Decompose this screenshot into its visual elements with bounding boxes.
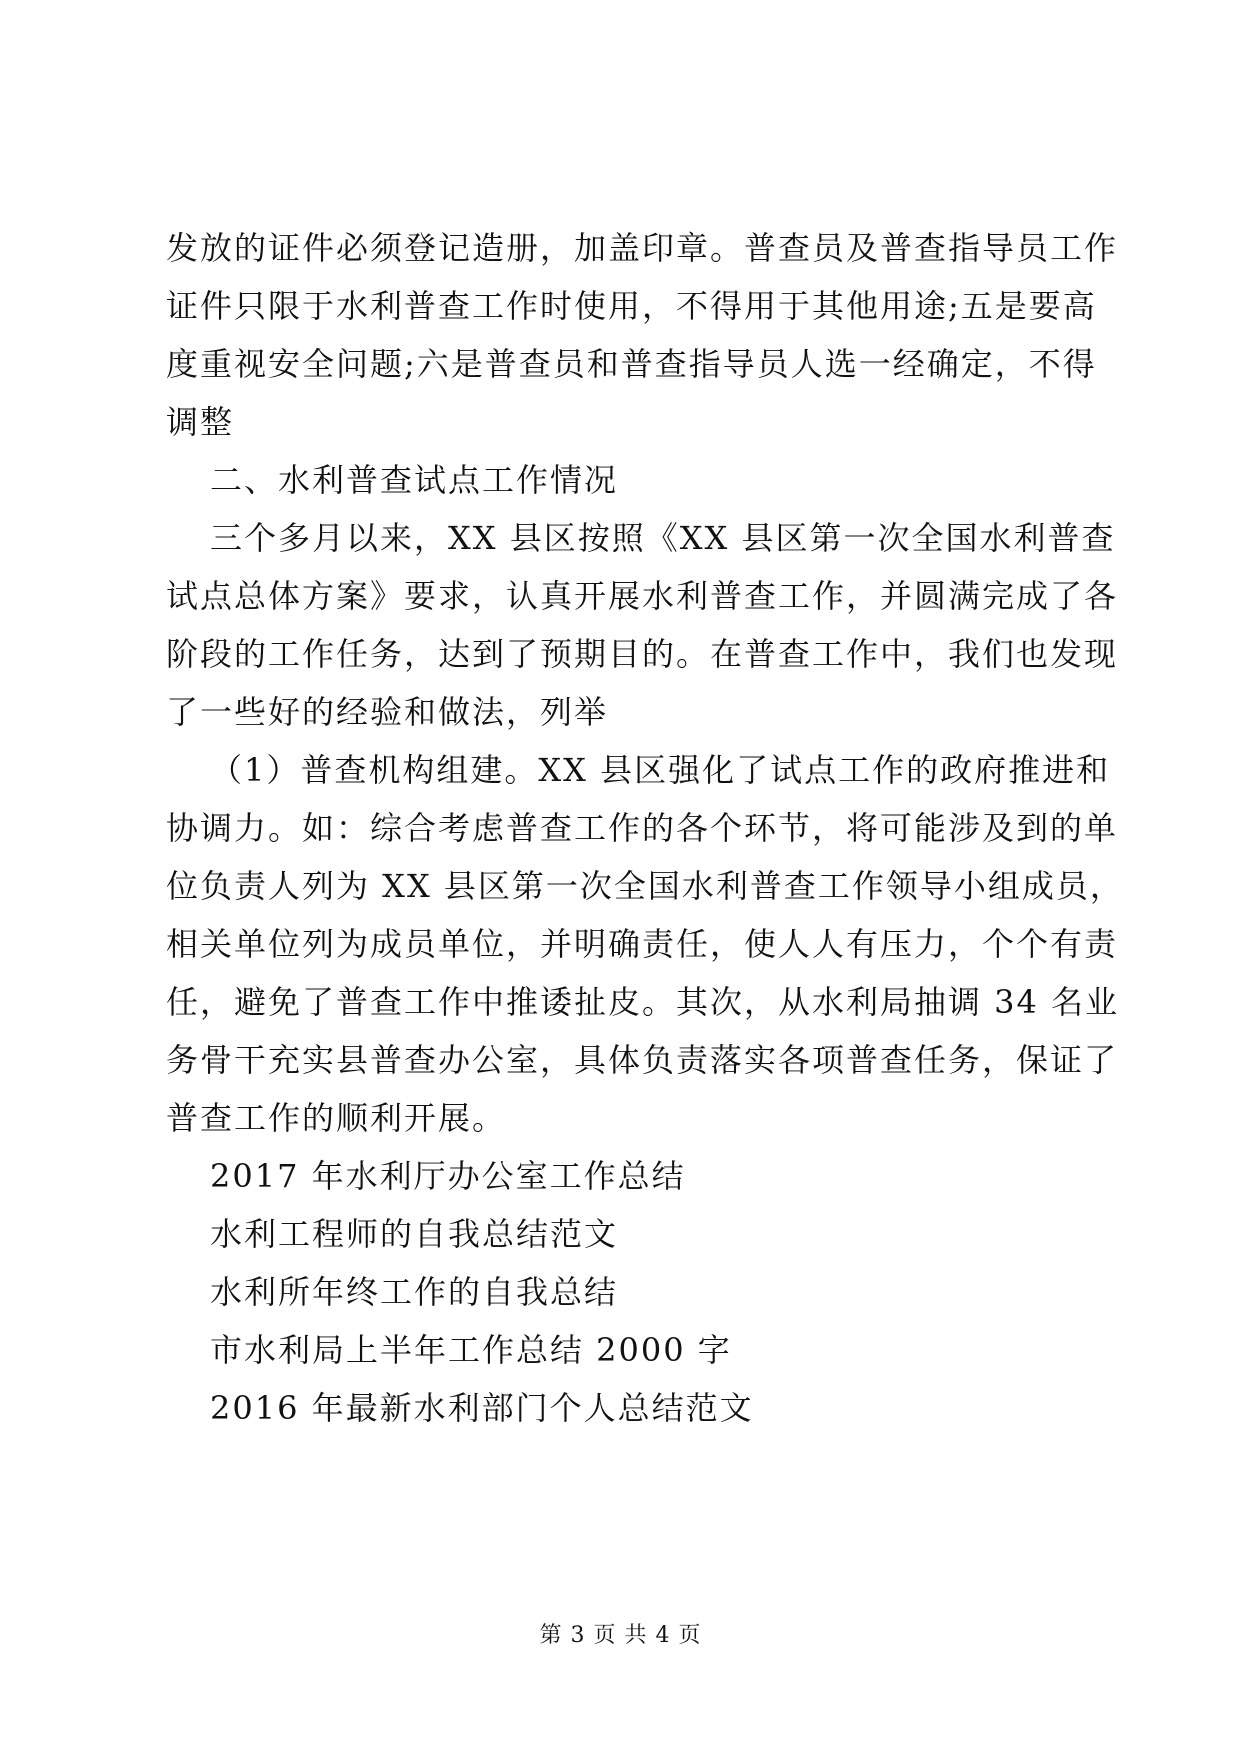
paragraph-1-line-3: 度重视安全问题;六是普查员和普查指导员人选一经确定，不得 bbox=[166, 345, 1097, 383]
paragraph-3-line-6: 务骨干充实县普查办公室，具体负责落实各项普查任务，保证了 bbox=[166, 1041, 1119, 1079]
paragraph-3-line-2: 协调力。如：综合考虑普查工作的各个环节，将可能涉及到的单 bbox=[166, 809, 1119, 847]
related-title-4: 市水利局上半年工作总结 2000 字 bbox=[210, 1331, 732, 1369]
paragraph-3-line-3: 位负责人列为 XX 县区第一次全国水利普查工作领导小组成员， bbox=[166, 867, 1124, 905]
related-title-1: 2017 年水利厅办公室工作总结 bbox=[210, 1157, 686, 1195]
paragraph-2-line-4: 了一些好的经验和做法，列举 bbox=[166, 693, 609, 731]
paragraph-3-line-1: （1）普查机构组建。XX 县区强化了试点工作的政府推进和 bbox=[210, 751, 1111, 789]
paragraph-2-line-1: 三个多月以来，XX 县区按照《XX 县区第一次全国水利普查 bbox=[210, 519, 1116, 557]
paragraph-3-line-5: 任，避免了普查工作中推诿扯皮。其次，从水利局抽调 34 名业 bbox=[166, 983, 1120, 1021]
paragraph-1-line-4: 调整 bbox=[166, 403, 235, 441]
related-title-5: 2016 年最新水利部门个人总结范文 bbox=[210, 1389, 754, 1427]
paragraph-1-line-2: 证件只限于水利普查工作时使用，不得用于其他用途;五是要高 bbox=[166, 287, 1097, 325]
paragraph-2-line-2: 试点总体方案》要求，认真开展水利普查工作，并圆满完成了各 bbox=[166, 577, 1119, 615]
paragraph-2-line-3: 阶段的工作任务，达到了预期目的。在普查工作中，我们也发现 bbox=[166, 635, 1119, 673]
paragraph-3-line-7: 普查工作的顺利开展。 bbox=[166, 1099, 507, 1137]
related-title-3: 水利所年终工作的自我总结 bbox=[210, 1273, 619, 1311]
paragraph-3-line-4: 相关单位列为成员单位，并明确责任，使人人有压力，个个有责 bbox=[166, 925, 1119, 963]
page-number-footer: 第 3 页 共 4 页 bbox=[539, 1623, 702, 1648]
paragraph-1-line-1: 发放的证件必须登记造册，加盖印章。普查员及普查指导员工作 bbox=[166, 229, 1119, 267]
section-heading: 二、水利普查试点工作情况 bbox=[210, 461, 619, 499]
related-title-2: 水利工程师的自我总结范文 bbox=[210, 1215, 619, 1253]
